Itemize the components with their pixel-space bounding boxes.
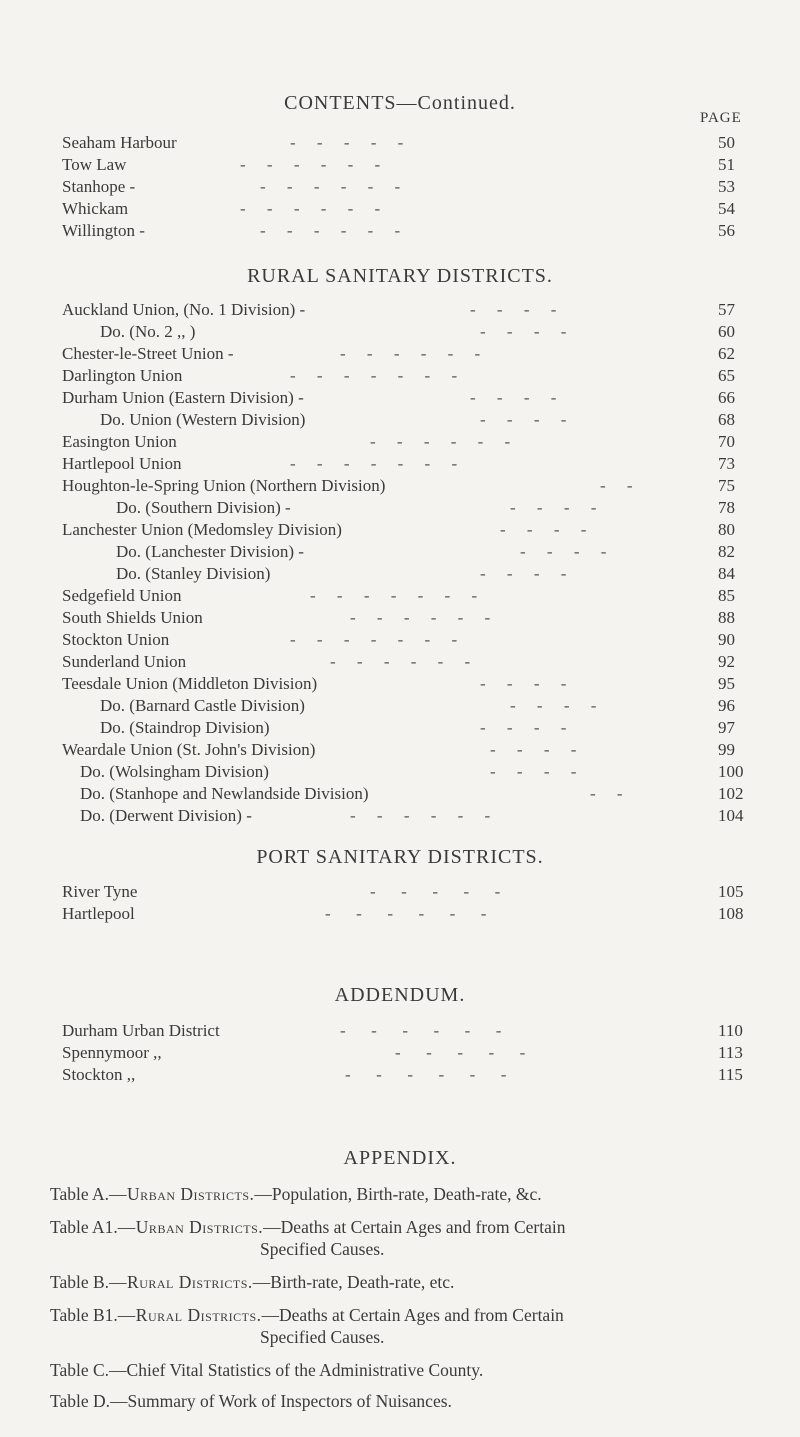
- leader-dashes: - - - -: [510, 696, 597, 715]
- toc-entry: [0, 344, 800, 368]
- entry-title: Auckland Union, (No. 1 Division) -: [62, 300, 306, 319]
- leader-dashes: - - - - - -: [240, 199, 381, 218]
- entry-title: Tow Law: [62, 155, 127, 174]
- rural-heading: RURAL SANITARY DISTRICTS.: [247, 265, 553, 287]
- entry-title: Seaham Harbour: [62, 133, 177, 152]
- entry-page: 85: [718, 586, 735, 605]
- toc-entry: [0, 740, 800, 764]
- toc-entry: [0, 542, 800, 566]
- leader-dashes: - - - - -: [290, 133, 404, 152]
- leader-dashes: - - - -: [480, 564, 567, 583]
- entry-page: 65: [718, 366, 735, 385]
- table-description-cont: Specified Causes.: [260, 1239, 385, 1259]
- leader-dashes: - - - -: [480, 674, 567, 693]
- entry-title: Do. (Staindrop Division): [100, 718, 270, 737]
- leader-dashes: - - - - - -: [350, 608, 491, 627]
- table-description: —Deaths at Certain Ages and from Certain: [263, 1217, 566, 1237]
- entry-title: Do. (Derwent Division) -: [80, 806, 252, 825]
- toc-entry: [0, 155, 800, 179]
- table-label: Table B1.: [50, 1305, 118, 1325]
- entry-title: Sunderland Union: [62, 652, 187, 671]
- leader-dashes: - - - - -: [370, 882, 501, 901]
- leader-dashes: - -: [590, 784, 623, 803]
- leader-dashes: - - - -: [480, 718, 567, 737]
- toc-entry: [0, 520, 800, 544]
- toc-entry: [0, 410, 800, 434]
- toc-entry: [0, 630, 800, 654]
- entry-page: 53: [718, 177, 735, 196]
- leader-dashes: - - - -: [480, 410, 567, 429]
- leader-dashes: - - - -: [470, 388, 557, 407]
- entry-page: 97: [718, 718, 735, 737]
- table-category: —Rural Districts.: [117, 1305, 262, 1325]
- entry-page: 110: [718, 1021, 743, 1040]
- entry-page: 60: [718, 322, 735, 341]
- appendix-entry: [50, 1183, 690, 1205]
- entry-title: Whickam: [62, 199, 129, 218]
- toc-entry: [0, 904, 800, 928]
- entry-title: Do. (Lanchester Division) -: [116, 542, 304, 561]
- leader-dashes: - - - -: [490, 740, 577, 759]
- entry-title: Chester-le-Street Union -: [62, 344, 234, 363]
- leader-dashes: - - - -: [470, 300, 557, 319]
- entry-page: 100: [718, 762, 744, 781]
- leader-dashes: - - - - - -: [260, 177, 401, 196]
- leader-dashes: - - - - - -: [330, 652, 471, 671]
- toc-entry: [0, 322, 800, 346]
- table-label: Table B.: [50, 1272, 110, 1292]
- table-description: —Summary of Work of Inspectors of Nuisances.: [110, 1391, 452, 1411]
- entry-title: Easington Union: [62, 432, 177, 451]
- entry-page: 96: [718, 696, 735, 715]
- entry-title: Sedgefield Union: [62, 586, 182, 605]
- toc-entry: [0, 652, 800, 676]
- entry-page: 51: [718, 155, 735, 174]
- entry-page: 68: [718, 410, 735, 429]
- entry-page: 57: [718, 300, 735, 319]
- leader-dashes: - - - - - -: [340, 344, 481, 363]
- leader-dashes: - - - - - -: [345, 1065, 507, 1084]
- toc-entry: [0, 199, 800, 223]
- entry-title: Do. (Stanhope and Newlandside Division): [80, 784, 369, 803]
- entry-page: 102: [718, 784, 744, 803]
- entry-page: 90: [718, 630, 735, 649]
- toc-entry: [0, 586, 800, 610]
- leader-dashes: - - - -: [490, 762, 577, 781]
- port-heading: PORT SANITARY DISTRICTS.: [256, 846, 544, 868]
- toc-entry: [0, 1021, 800, 1045]
- toc-entry: [0, 454, 800, 478]
- table-category: —Rural Districts.: [109, 1272, 253, 1292]
- toc-entry: [0, 388, 800, 412]
- entry-page: 73: [718, 454, 735, 473]
- entry-title: Hartlepool Union: [62, 454, 182, 473]
- toc-entry: [0, 762, 800, 786]
- entry-title: Stanhope -: [62, 177, 136, 196]
- leader-dashes: - - - - - -: [350, 806, 491, 825]
- entry-page: 99: [718, 740, 735, 759]
- entry-page: 88: [718, 608, 735, 627]
- toc-entry: [0, 806, 800, 830]
- entry-title: Spennymoor ,,: [62, 1043, 162, 1062]
- leader-dashes: - - - - - - -: [310, 586, 478, 605]
- entry-title: Hartlepool: [62, 904, 135, 923]
- leader-dashes: - - - - - - -: [290, 454, 458, 473]
- contents-heading: CONTENTS—Continued.: [284, 92, 516, 114]
- entry-title: Stockton Union: [62, 630, 170, 649]
- toc-entry: [0, 300, 800, 324]
- entry-title: Stockton ,,: [62, 1065, 136, 1084]
- entry-title: Willington -: [62, 221, 145, 240]
- leader-dashes: - - - - - -: [260, 221, 401, 240]
- entry-page: 105: [718, 882, 744, 901]
- entry-page: 92: [718, 652, 735, 671]
- toc-entry: [0, 882, 800, 906]
- entry-title: Do. (Southern Division) -: [116, 498, 291, 517]
- toc-entry: [0, 718, 800, 742]
- table-label: Table D.: [50, 1391, 111, 1411]
- entry-page: 108: [718, 904, 744, 923]
- entry-title: Do. (Stanley Division): [116, 564, 271, 583]
- leader-dashes: - - - - - -: [340, 1021, 502, 1040]
- appendix-entry: [50, 1216, 770, 1260]
- toc-entry: [0, 1065, 800, 1089]
- toc-entry: [0, 221, 800, 245]
- entry-page: 66: [718, 388, 735, 407]
- entry-title: Durham Urban District: [62, 1021, 220, 1040]
- toc-entry: [0, 608, 800, 632]
- leader-dashes: - - - -: [510, 498, 597, 517]
- appendix-entry: [50, 1304, 770, 1348]
- entry-page: 54: [718, 199, 735, 218]
- leader-dashes: - - - -: [520, 542, 607, 561]
- entry-page: 115: [718, 1065, 743, 1084]
- entry-page: 104: [718, 806, 744, 825]
- table-category: —Urban Districts.: [109, 1184, 255, 1204]
- addendum-heading: ADDENDUM.: [334, 984, 466, 1006]
- entry-title: Weardale Union (St. John's Division): [62, 740, 316, 759]
- appendix-entry: [50, 1390, 770, 1412]
- leader-dashes: - -: [600, 476, 633, 495]
- entry-page: 113: [718, 1043, 743, 1062]
- entry-page: 75: [718, 476, 735, 495]
- toc-entry: [0, 498, 800, 522]
- entry-title: Do. Union (Western Division): [100, 410, 306, 429]
- entry-page: 82: [718, 542, 735, 561]
- table-category: —Urban Districts.: [117, 1217, 264, 1237]
- leader-dashes: - - - -: [500, 520, 587, 539]
- toc-entry: [0, 133, 800, 157]
- leader-dashes: - - - - -: [395, 1043, 526, 1062]
- appendix-entry: [50, 1359, 770, 1381]
- entry-page: 84: [718, 564, 735, 583]
- table-description: —Population, Birth-rate, Death-rate, &c.: [254, 1184, 542, 1204]
- table-description: —Deaths at Certain Ages and from Certain: [261, 1305, 564, 1325]
- entry-title: Houghton-le-Spring Union (Northern Division): [62, 476, 386, 495]
- appendix-heading: APPENDIX.: [343, 1147, 457, 1169]
- leader-dashes: - - - - - -: [240, 155, 381, 174]
- toc-entry: [0, 784, 800, 808]
- leader-dashes: - - - - - - -: [290, 366, 458, 385]
- entry-title: Teesdale Union (Middleton Division): [62, 674, 318, 693]
- entry-title: Do. (Wolsingham Division): [80, 762, 269, 781]
- table-description-cont: Specified Causes.: [260, 1327, 385, 1347]
- toc-entry: [0, 476, 800, 500]
- entry-page: 56: [718, 221, 735, 240]
- entry-title: Darlington Union: [62, 366, 183, 385]
- toc-entry: [0, 674, 800, 698]
- leader-dashes: - - - - - - -: [290, 630, 458, 649]
- entry-page: 78: [718, 498, 735, 517]
- toc-entry: [0, 432, 800, 456]
- entry-title: Do. (Barnard Castle Division): [100, 696, 305, 715]
- page-column-label: PAGE: [700, 110, 742, 126]
- toc-entry: [0, 1043, 800, 1067]
- table-description: —Birth-rate, Death-rate, etc.: [252, 1272, 455, 1292]
- entry-page: 50: [718, 133, 735, 152]
- entry-page: 80: [718, 520, 735, 539]
- toc-entry: [0, 564, 800, 588]
- leader-dashes: - - - -: [480, 322, 567, 341]
- toc-entry: [0, 366, 800, 390]
- leader-dashes: - - - - - -: [370, 432, 511, 451]
- leader-dashes: - - - - - -: [325, 904, 487, 923]
- entry-page: 70: [718, 432, 735, 451]
- table-label: Table A1.: [50, 1217, 118, 1237]
- entry-title: River Tyne: [62, 882, 138, 901]
- table-label: Table C.: [50, 1360, 110, 1380]
- entry-title: South Shields Union: [62, 608, 203, 627]
- entry-page: 62: [718, 344, 735, 363]
- appendix-entry: [50, 1271, 690, 1293]
- toc-entry: [0, 696, 800, 720]
- entry-page: 95: [718, 674, 735, 693]
- entry-title: Durham Union (Eastern Division) -: [62, 388, 304, 407]
- entry-title: Do. (No. 2 ,, ): [100, 322, 196, 341]
- entry-title: Lanchester Union (Medomsley Division): [62, 520, 342, 539]
- table-label: Table A.: [50, 1184, 110, 1204]
- toc-entry: [0, 177, 800, 201]
- table-description: —Chief Vital Statistics of the Administrative County.: [109, 1360, 484, 1380]
